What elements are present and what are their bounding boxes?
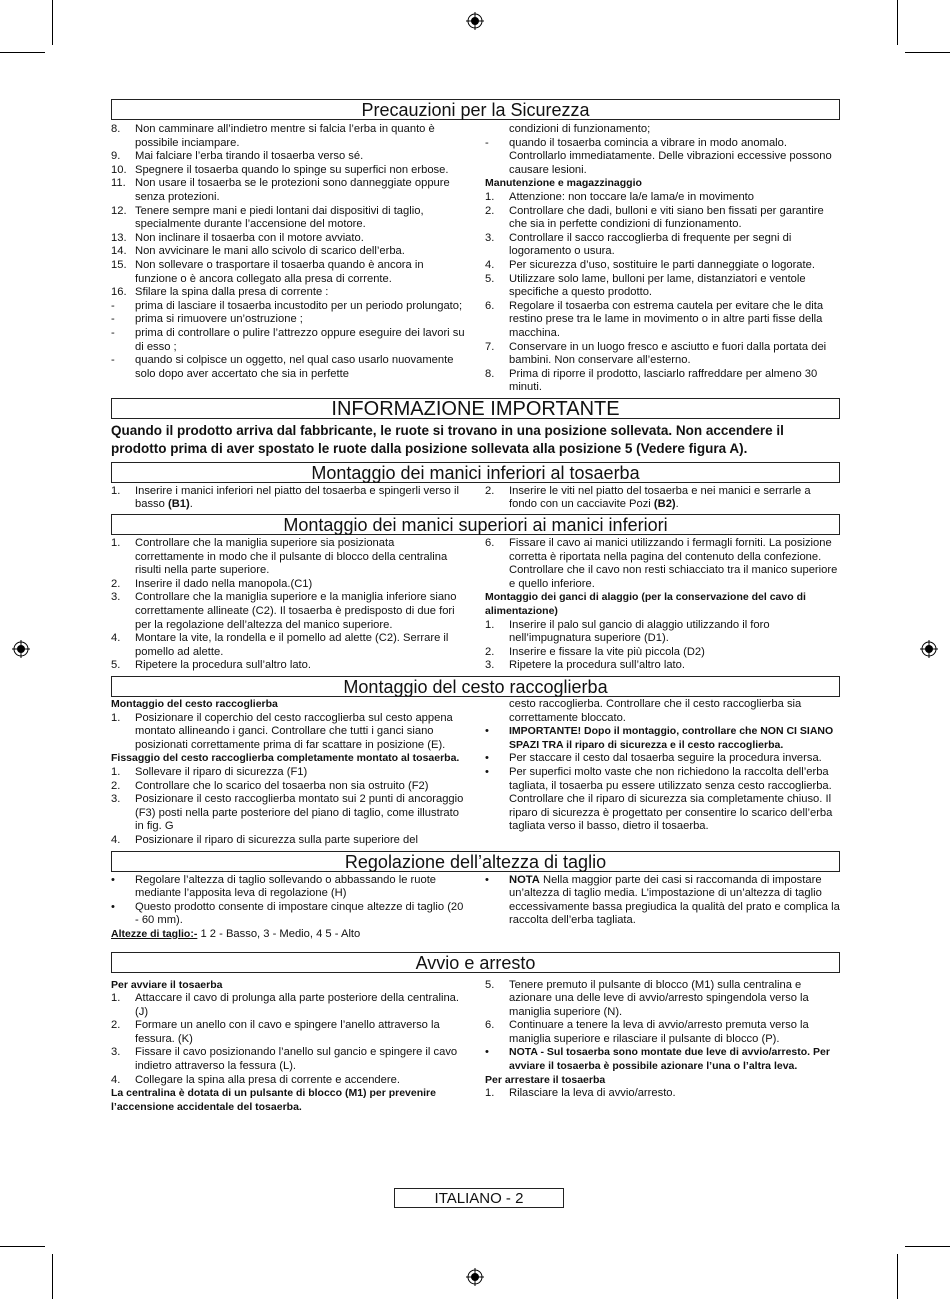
continued-text: condizioni di funzionamento;	[509, 123, 651, 135]
list-marker: 2.	[111, 779, 121, 792]
list-item	[111, 164, 466, 178]
list-marker: 2.	[111, 577, 121, 590]
section-title-important: INFORMAZIONE IMPORTANTE	[111, 398, 840, 419]
list-marker: 2.	[485, 645, 495, 658]
list-marker: 4.	[111, 833, 121, 846]
heights-values: 1 2 - Basso, 3 - Medio, 4 5 - Alto	[197, 927, 361, 940]
list-text: Prima di riporre il prodotto, lasciarlo raffreddare per almeno 30 minuti.	[509, 367, 818, 394]
list-marker: 1.	[111, 484, 121, 497]
list-marker: 10.	[111, 163, 127, 176]
list-item	[111, 780, 466, 794]
list-text: Controllare che dadi, bulloni e viti siano ben fissati per garantire che sia in perfette condizioni di funzionamento.	[509, 204, 824, 231]
list-text: Utilizzare solo lame, bulloni per lame, distanziatori e ventole specifiche a questo prodotto.	[509, 272, 806, 299]
note-text: NOTA - Sul tosaerba sono montate due leve di avvio/arresto. Per avviare il tosaerba è possibile azionare l’una o l’altra leva.	[509, 1046, 830, 1073]
list	[111, 874, 466, 928]
list-marker: 2.	[485, 484, 495, 497]
list-marker: 4.	[485, 258, 495, 271]
list-marker: 4.	[111, 1073, 121, 1086]
list-item	[485, 259, 840, 273]
list-text: Posizionare il riparo di sicurezza sulla parte superiore del	[135, 833, 418, 846]
list-marker: 5.	[111, 659, 121, 672]
list	[485, 752, 840, 834]
section-title-lower-handles: Montaggio dei manici inferiori al tosaerba	[111, 462, 840, 483]
list-marker: 13.	[111, 231, 127, 244]
list-marker: •	[485, 752, 489, 765]
list-item	[485, 1019, 840, 1046]
list	[111, 766, 466, 848]
list-marker: 5.	[485, 272, 495, 285]
list-marker: 1.	[485, 618, 495, 631]
list	[485, 619, 840, 673]
section-title-cutting-height: Regolazione dell’altezza di taglio	[111, 851, 840, 872]
list-item	[485, 485, 840, 512]
list-text: prima di controllare o pulire l’attrezzo oppure eseguire dei lavori su di esso ;	[135, 326, 465, 353]
list-text: Sollevare il riparo di sicurezza (F1)	[135, 765, 308, 778]
list-item	[111, 578, 466, 592]
list-text: Controllare che lo scarico del tosaerba non sia ostruito (F2)	[135, 779, 429, 792]
list-text: Tenere premuto il pulsante di blocco (M1) sulla centralina e azionare una delle leve di avvio/arresto spingendola verso la maniglia superiore (N).	[509, 978, 809, 1018]
list-marker: 1.	[111, 711, 121, 724]
list-item	[485, 191, 840, 205]
list-text: Collegare la spina alla presa di corrente e accendere.	[135, 1073, 400, 1086]
bold-note: La centralina è dotata di un pulsante di blocco (M1) per prevenire l’accensione accidentale del tosaerba.	[111, 1087, 436, 1113]
list-item	[485, 766, 840, 834]
list-text: Attaccare il cavo di prolunga alla parte posteriore della centralina.(J)	[135, 992, 460, 1018]
list-text: prima si rimuovere un’ostruzione ;	[135, 313, 303, 326]
list-text: Controllare che la maniglia superiore sia posizionata correttamente in modo che il pulsante di blocco della centralina risulti nella parte superiore.	[135, 537, 448, 577]
list-text: Sfilare la spina dalla presa di corrente :	[135, 286, 329, 299]
list-item	[111, 1074, 466, 1088]
subheading: Per avviare il tosaerba	[111, 978, 223, 991]
list-text: Non sollevare o trasportare il tosaerba quando è ancora in funzione o è ancora collegato alla presa di corrente.	[135, 258, 424, 285]
list-text: Inserire e fissare la vite più piccola (D2)	[509, 645, 705, 658]
list-marker: 6.	[485, 299, 495, 312]
list-item	[111, 177, 466, 204]
crop-mark	[0, 52, 45, 53]
list-item	[485, 300, 840, 341]
list-marker: 4.	[111, 632, 121, 645]
list-marker: 6.	[485, 537, 495, 550]
list-item	[111, 123, 466, 150]
list-marker: 1.	[111, 992, 121, 1005]
list-item	[485, 752, 840, 766]
list	[485, 191, 840, 395]
list-marker: 3.	[485, 659, 495, 672]
list-item	[111, 659, 466, 673]
list-item	[485, 368, 840, 395]
list-text: Attenzione: non toccare la/e lama/e in movimento	[509, 190, 755, 203]
figure-ref: (B2)	[653, 498, 676, 511]
subheading: Per arrestare il tosaerba	[485, 1073, 606, 1086]
list-text: Per superfici molto vaste che non richiedono la raccolta dell’erba tagliata, il tosaerba pu essere utilizzato senza cesto raccoglierba. Controllare che il riparo di sicurezza sia completamente chiuso. Il riparo di sicurezza è progettato per consentire lo scarico dell’erba tagliata verso il basso, dietro il tosaerba.	[509, 765, 833, 833]
list-text: Spegnere il tosaerba quando lo spinge su superfici non erbose.	[135, 163, 449, 176]
list-text: Questo prodotto consente di impostare cinque altezze di taglio (20 - 60 mm).	[135, 900, 464, 927]
column-right	[485, 698, 840, 848]
list-text: Conservare in un luogo fresco e asciutto e fuori dalla portata dei bambini. Non conservare all’esterno.	[509, 340, 827, 367]
list-marker: 3.	[111, 591, 121, 604]
list-marker: 1.	[485, 190, 495, 203]
list-item	[485, 137, 840, 178]
section-body-grass-box	[111, 698, 840, 848]
column-right	[485, 537, 840, 673]
list-item	[111, 354, 466, 381]
page-content	[111, 99, 840, 1114]
subheading: Fissaggio del cesto raccoglierba completamente montato al tosaerba.	[111, 752, 460, 765]
list-text: Posizionare il coperchio del cesto raccoglierba sul cesto appena montato allineando i ganci. Controllare che tutti i ganci siano posizionati correttamente prima di far scattare in posizione (E).	[135, 711, 453, 751]
list-item	[485, 341, 840, 368]
list-item	[485, 659, 840, 673]
continued-text: cesto raccoglierba. Controllare che il cesto raccoglierba sia correttamente bloccato.	[509, 698, 802, 724]
list-text: Ripetere la procedura sull’altro lato.	[135, 659, 311, 672]
crop-mark	[0, 1246, 45, 1247]
list-text: Regolare il tosaerba con estrema cautela per evitare che le dita restino prese tra le lame in movimento o in altre parti fisse della macchina.	[509, 299, 824, 339]
list-item	[111, 286, 466, 300]
column-right	[485, 979, 840, 1115]
list-marker: 2.	[485, 204, 495, 217]
column-left	[111, 485, 466, 512]
list-text: Per staccare il cesto dal tosaerba seguire la procedura inversa.	[509, 752, 822, 765]
list-text: Posizionare il cesto raccoglierba montato sui 2 punti di ancoraggio (F3) posti nella parte posteriore del piano di taglio, come illustrato in fig. G	[135, 793, 464, 833]
section-body-lower-handles	[111, 485, 840, 512]
list-text: Continuare a tenere la leva di avvio/arresto premuta verso la maniglia superiore e rilasciare il pulsante di blocco (P).	[509, 1019, 809, 1045]
registration-mark-icon	[12, 640, 30, 658]
list-item	[111, 300, 466, 314]
list-item	[111, 766, 466, 780]
list-item: • NOTA - Sul tosaerba sono montate due leve di avvio/arresto. Per avviare il tosaerba è possibile azionare l’una o l’altra leva.	[485, 1046, 840, 1073]
list-marker: -	[485, 136, 489, 149]
list-marker: •	[111, 873, 115, 886]
list-text: Fissare il cavo ai manici utilizzando i fermagli forniti. La posizione corretta è riportata nella pagina del contenuto della confezione.	[509, 537, 832, 563]
list-text: Non inclinare il tosaerba con il motore avviato.	[135, 231, 364, 244]
heights-line	[111, 928, 466, 942]
list-end: .	[189, 498, 193, 511]
list-item	[111, 992, 466, 1019]
list-item	[111, 834, 466, 848]
list-marker: -	[111, 354, 115, 367]
list-text: Non usare il tosaerba se le protezioni sono danneggiate oppure senza protezioni.	[135, 177, 450, 203]
crop-mark	[905, 1246, 950, 1247]
list-item	[111, 901, 466, 928]
list-text: Per sicurezza d’uso, sostituire le parti danneggiate o logorate.	[509, 258, 815, 271]
list-text: quando si colpisce un oggetto, nel qual caso usarlo nuovamente solo dopo aver accertato che sia in perfette	[135, 354, 454, 380]
list-item	[485, 979, 840, 1020]
list-marker: 6.	[485, 1019, 495, 1032]
list-text: Formare un anello con il cavo e spingere l’anello attraverso la fessura. (K)	[135, 1019, 440, 1045]
registration-mark-icon	[466, 12, 484, 30]
list-text: prima di lasciare il tosaerba incustodito per un periodo prolungato;	[135, 299, 463, 312]
list-item	[111, 793, 466, 834]
column-left	[111, 537, 466, 673]
list-item	[111, 874, 466, 901]
list-text: Rilasciare la leva di avvio/arresto.	[509, 1087, 676, 1100]
list-text: Montare la vite, la rondella e il pomello ad alette (C2). Serrare il pomello ad alette.	[135, 632, 449, 658]
list-text: Inserire il palo sul gancio di alaggio utilizzando il foro nell’impugnatura superiore (D1).	[509, 618, 770, 645]
column-right	[485, 485, 840, 512]
list-item	[485, 1087, 840, 1101]
list-item: • IMPORTANTE! Dopo il montaggio, controllare che NON CI SIANO SPAZI TRA il riparo di sicurezza e il cesto raccoglierba.	[485, 725, 840, 752]
heights-label: Altezze di taglio:-	[111, 927, 198, 940]
crop-mark	[52, 0, 53, 45]
registration-mark-icon	[466, 1268, 484, 1286]
list-item	[111, 259, 466, 286]
note-label: NOTA	[509, 873, 540, 886]
list-item	[111, 205, 466, 232]
list-marker: 3.	[111, 1046, 121, 1059]
list-item: • NOTA Nella maggior parte dei casi si raccomanda di impostare un’altezza di taglio media. L’impostazione di un’altezza di taglio eccessivamente bassa pregiudica la qualità del prato e complica la raccolta dell’erba tagliata.	[485, 873, 840, 927]
list	[485, 979, 840, 1047]
list-text: Controllare che la maniglia superiore e la maniglia inferiore siano correttamente allineate (C2). Il tosaerba è predisposto di due fori per la regolazione dell’altezza del manico superiore.	[135, 591, 457, 631]
crop-mark	[897, 1254, 898, 1299]
list-marker: •	[111, 900, 115, 913]
figure-ref: (B1)	[167, 498, 190, 511]
list-item	[111, 537, 466, 578]
list-marker: -	[111, 326, 115, 339]
list-item	[485, 232, 840, 259]
list-item	[111, 245, 466, 259]
list-item	[111, 150, 466, 164]
list-marker: 12.	[111, 204, 127, 217]
section-title-grass-box: Montaggio del cesto raccoglierba	[111, 676, 840, 697]
list-item	[485, 273, 840, 300]
list-item	[111, 1019, 466, 1046]
list-text: Inserire i manici inferiori nel piatto del tosaerba e spingerli verso il basso	[135, 484, 459, 511]
list-text: Mai falciare l’erba tirando il tosaerba verso sé.	[135, 150, 364, 163]
column-right	[485, 123, 840, 395]
list-text: quando il tosaerba comincia a vibrare in modo anomalo. Controllarlo immediatamente. Delle vibrazioni eccessive possono causare lesioni.	[509, 136, 832, 176]
section-title-upper-handles: Montaggio dei manici superiori ai manici inferiori	[111, 514, 840, 535]
note-text: Nella maggior parte dei casi si raccomanda di impostare un’altezza di taglio media. L’impostazione di un’altezza di taglio eccessivamente bassa pregiudica la qualità del prato e complica la raccolta dell’erba tagliata.	[509, 873, 840, 927]
list-marker: 1.	[111, 537, 121, 550]
list-marker: 16.	[111, 286, 127, 299]
list-item	[111, 485, 466, 512]
list-item	[111, 313, 466, 327]
list-marker: 11.	[111, 177, 126, 190]
page-footer: ITALIANO - 2	[394, 1188, 564, 1208]
list-marker: 1.	[485, 1087, 495, 1100]
subheading: Montaggio dei ganci di alaggio (per la conservazione del cavo di alimentazione)	[485, 591, 806, 618]
list-text: Inserire il dado nella manopola.(C1)	[135, 577, 313, 590]
list-marker: 9.	[111, 150, 121, 163]
list-text: Inserire le viti nel piatto del tosaerba e nei manici e serrarle a fondo con un cacciavite Pozi	[509, 484, 811, 511]
section-body-safety	[111, 123, 840, 395]
crop-mark	[52, 1254, 53, 1299]
list-marker: •	[485, 765, 489, 778]
column-left	[111, 874, 466, 942]
list-item	[485, 537, 840, 564]
column-left	[111, 698, 466, 848]
list-item	[485, 619, 840, 646]
list-text: Fissare il cavo posizionando l’anello sul gancio e spingere il cavo indietro attraverso la fessura (L).	[135, 1046, 458, 1073]
crop-mark	[905, 52, 950, 53]
list-text: Regolare l’altezza di taglio sollevando o abbassando le ruote mediante l’apposita leva di regolazione (H)	[135, 873, 437, 900]
list-item	[111, 327, 466, 354]
list-item	[111, 591, 466, 632]
list-marker: 2.	[111, 1019, 121, 1032]
list-end: .	[675, 498, 679, 511]
section-body-upper-handles	[111, 537, 840, 673]
important-note: IMPORTANTE! Dopo il montaggio, controllare che NON CI SIANO SPAZI TRA il riparo di sicurezza e il cesto raccoglierba.	[509, 725, 834, 751]
list-marker: 8.	[111, 123, 121, 135]
list-text: Non avvicinare le mani allo scivolo di scarico dell’erba.	[135, 245, 405, 258]
list-item	[111, 1046, 466, 1073]
list-marker: 5.	[485, 978, 495, 991]
section-body-start-stop	[111, 979, 840, 1115]
important-notice: Quando il prodotto arriva dal fabbricante, le ruote si trovano in una posizione sollevata. Non accendere il prodotto prima di aver spostato le ruote dalla posizione sollevata alla posizione 5 (Vedere figura A).	[111, 422, 784, 456]
list-item	[485, 205, 840, 232]
list-marker: 3.	[111, 793, 121, 806]
list-marker: 1.	[111, 765, 121, 778]
column-left	[111, 979, 466, 1115]
list-marker: 3.	[485, 231, 495, 244]
list-item	[111, 632, 466, 659]
section-body-cutting-height	[111, 874, 840, 942]
subheading: Manutenzione e magazzinaggio	[485, 177, 642, 190]
list-text: Non camminare all’indietro mentre si falcia l’erba in quanto è possibile inciampare.	[135, 123, 435, 149]
list-marker: -	[111, 299, 115, 312]
column-left	[111, 123, 466, 395]
list-item	[485, 646, 840, 660]
list-marker: 7.	[485, 340, 495, 353]
list-marker: -	[111, 313, 115, 326]
crop-mark	[897, 0, 898, 45]
section-title-safety: Precauzioni per la Sicurezza	[111, 99, 840, 120]
list-marker: 14.	[111, 245, 127, 258]
list-marker: 8.	[485, 367, 495, 380]
section-title-start-stop: Avvio e arresto	[111, 952, 840, 973]
list-marker: 15.	[111, 258, 127, 271]
subheading: Montaggio del cesto raccoglierba	[111, 698, 278, 710]
list	[111, 992, 466, 1087]
list-text: Ripetere la procedura sull’altro lato.	[509, 659, 685, 672]
column-right	[485, 874, 840, 942]
list-text: Controllare il sacco raccoglierba di frequente per segni di logoramento o usura.	[509, 231, 792, 258]
list-text: Tenere sempre mani e piedi lontani dai dispositivi di taglio, specialmente durante l’accensione del motore.	[135, 204, 424, 231]
note-text: Controllare che il cavo non resti schiacciato tra il manico superiore e quello inferiore.	[509, 564, 838, 590]
registration-mark-icon	[920, 640, 938, 658]
list-item	[111, 712, 466, 753]
list-item	[111, 232, 466, 246]
